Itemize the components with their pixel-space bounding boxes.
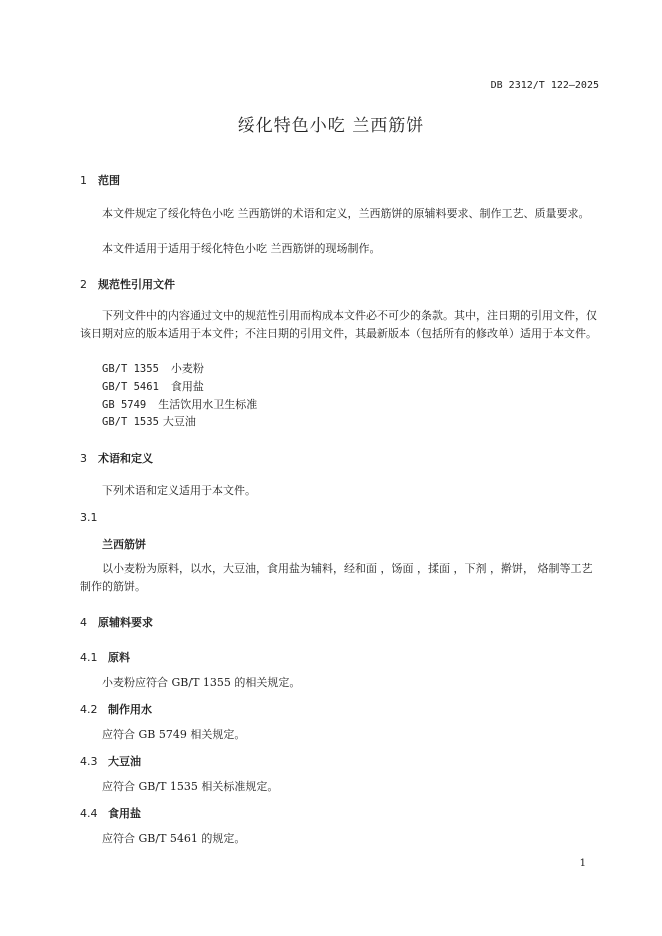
subsection-text: 应符合 GB/T 1535 相关标准规定。 <box>102 780 279 793</box>
reference-item <box>102 378 204 396</box>
subsection-number: 4.2 <box>80 703 98 716</box>
section-number: 4 <box>80 616 87 629</box>
reference-name: 小麦粉 <box>170 362 204 375</box>
section-2-heading <box>80 276 175 292</box>
section-number: 2 <box>80 278 87 291</box>
subsection-text: 小麦粉应符合 GB/T 1355 的相关规定。 <box>102 676 301 689</box>
subsection-4-1-heading <box>80 649 130 665</box>
reference-item <box>102 413 196 431</box>
subsection-title: 制作用水 <box>108 703 152 716</box>
subsection-text: 应符合 GB/T 5461 的规定。 <box>102 832 246 845</box>
reference-code: GB/T 5461 <box>102 381 159 393</box>
subsection-title: 大豆油 <box>108 755 141 768</box>
document-title: 绥化特色小吃 兰西筋饼 <box>237 116 425 136</box>
normative-references-paragraph: 下列文件中的内容通过文中的规范性引用而构成本文件必不可少的条款。其中，注日期的引用文件，仅该日期对应的版本适用于本文件；不注日期的引用文件，其最新版本（包括所有的修改单）适用于本文件。 <box>80 309 597 340</box>
subsection-number: 4.4 <box>80 807 98 820</box>
subsection-number: 4.1 <box>80 651 98 664</box>
subsection-text: 应符合 GB 5749 相关规定。 <box>102 728 246 741</box>
subsection-title: 原料 <box>108 651 130 664</box>
document-number: DB 2312/T 122—2025 <box>490 80 599 91</box>
section-title: 原辅料要求 <box>98 616 153 629</box>
section-title: 范围 <box>98 174 120 187</box>
reference-item <box>102 396 257 414</box>
scope-paragraph-2: 本文件适用于适用于绥化特色小吃 兰西筋饼的现场制作。 <box>102 242 381 255</box>
section-3-heading <box>80 450 153 466</box>
subsection-4-2-heading <box>80 701 152 717</box>
section-title: 规范性引用文件 <box>98 278 175 291</box>
reference-name: 大豆油 <box>162 415 196 428</box>
section-number: 1 <box>80 174 87 187</box>
section-4-heading <box>80 614 153 630</box>
reference-name: 食用盐 <box>170 380 204 393</box>
subsection-number: 4.3 <box>80 755 98 768</box>
section-number: 3 <box>80 452 87 465</box>
subsection-title: 食用盐 <box>108 807 141 820</box>
reference-code: GB 5749 <box>102 399 147 411</box>
term-name: 兰西筋饼 <box>102 538 146 551</box>
reference-code: GB/T 1535 <box>102 416 159 428</box>
subsection-4-4-heading <box>80 805 141 821</box>
term-number: 3.1 <box>80 511 98 524</box>
term-definition: 以小麦粉为原料，以水，大豆油，食用盐为辅料，经和面 ，饧面 ，揉面 ，下剂 ，擀饼， 烙制等工艺制作的筋饼。 <box>80 562 593 593</box>
reference-code: GB/T 1355 <box>102 363 159 375</box>
subsection-4-3-heading <box>80 753 141 769</box>
reference-name: 生活饮用水卫生标准 <box>158 398 258 411</box>
terms-intro-paragraph: 下列术语和定义适用于本文件。 <box>102 484 256 497</box>
reference-item <box>102 360 204 378</box>
section-1-heading <box>80 172 120 188</box>
page-number: 1 <box>579 858 586 869</box>
scope-paragraph-1: 本文件规定了绥化特色小吃 兰西筋饼的术语和定义，兰西筋饼的原辅料要求、制作工艺、质量要求。 <box>102 207 590 220</box>
section-title: 术语和定义 <box>98 452 153 465</box>
